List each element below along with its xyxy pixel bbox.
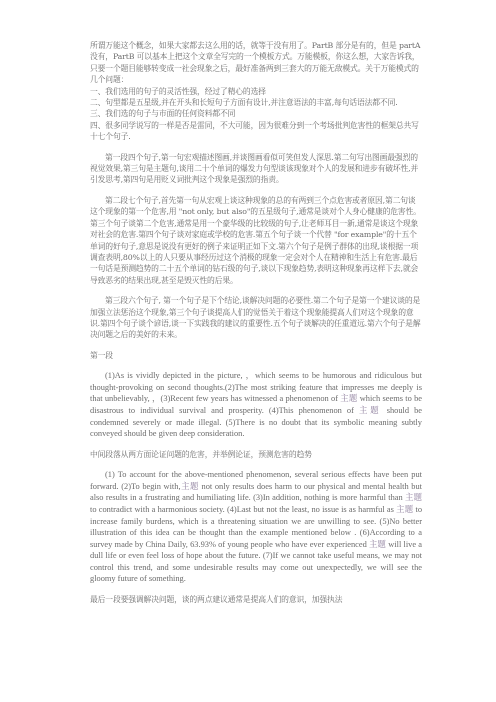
topic-placeholder: 主题: [369, 539, 387, 549]
point-item: 二、句型都是五星级,并在开头和长短句子方面有设计,并注意语法的丰富,每句话语法都不同.: [90, 98, 398, 108]
paragraph-one-description: 第一段四个句子,第一句宏观描述图画,并谈图画看似可笑但发人深思.第二句写出图画最强烈的视觉效果,第三句是主题句,谈用二十个单词的爆发力句型谈该现象对个人的发展和进步有破坏性,并引发思考,第四句是用贬义词批判这个现象是强烈的指责。: [90, 152, 419, 185]
point-item: 三、我们选的句子与市面的任何资料都不同: [90, 109, 236, 119]
paragraph-two-description: 第二段七个句子,首先第一句从宏观上谈这种现象的总的有两到三个点危害或者原因,第二句谈这个现象的第一个危害,用 "not only, but also"的五星级句子,通常是谈对个人身心健康的危害性。第三个句子谈第二个危害,通常是用一个豪华级的比较级的句子,让老师耳目一新,通常是谈这个现象对社会的危害.第四个句子谈对家庭或学校的危害.第五个句子谈一个代替 "for example"的十五个单词的好句子,意思是说没有更好的例子来证明正如下文.第六个句子是例子群体的出现,谈根据一项调查表明,80%以上的人只要从事经历过这个消极的现象一定会对个人在精神和生活上有危害.最后一句话是预测趋势的二十五个单词的钻石级的句子,谈以下现象趋势,表明这种现象再这样下去,就会导致恶劣的结果出现,甚至是毁灭性的后果。: [90, 195, 421, 285]
text-span: to increase family burdens, which is a threatening situation we are unwilling to see. (5)No better illustration of this idea can be thought than the example mentioned below . (6)According to a survey made by China Daily, 63.93% of young people who have ever experienced: [90, 504, 423, 549]
topic-placeholder: 主题: [396, 504, 414, 514]
topic-placeholder: 主题: [340, 394, 358, 404]
text-span: which seems to be disastrous to individual survival and prosperity. (4)This phenomenon of: [90, 394, 422, 415]
section-heading-middle: 中间段落从两方面论证问题的危害，并举例论证，预测危害的趋势: [90, 449, 312, 459]
text-span: will live a dull life or even feel loss of hope about the future. (7)If we cannot take useful means, we may not control this trend, and some undesirable results may come out unexpectedly, we will see the gloomy future of something.: [90, 539, 423, 584]
section-heading-first: 第一段: [90, 350, 113, 360]
point-item: 一、我们选用的句子的灵活性强，经过了精心的选择: [90, 86, 266, 96]
english-paragraph-two: [90, 469, 422, 585]
point-item: 四、很多同学说写的一样是否是雷同，不大可能，因为很难分到一个考场批判危害性的框架总共写十七个句子.: [90, 120, 419, 142]
topic-placeholder: 主题: [405, 493, 423, 503]
paragraph-three-description: 第三段六个句子, 第一个句子是下个结论,谈解决问题的必要性.第二个句子是第一个建议谈的是加强立法惩治这个现象,第三个句子谈提高人们的觉悟关于着这个现象能提高人们对这个现象的意识.第四个句子谈个谚语,谈一下实践我的建议的重要性.五个句子谈解决的任重道远.第六个句子是解决问题之后的美好的未来。: [90, 296, 421, 340]
topic-placeholder: 主题: [180, 481, 199, 491]
text-span: (1) To account for the above-mentioned phenomenon, several serious effects have been put forward. (2)To begin with,: [90, 470, 422, 491]
text-span: to contradict with a harmonious society. (4)Last but not the least, no issue is as harmful as: [90, 504, 397, 514]
section-heading-last: 最后一段要强调解决问题，谈的两点建议通常是提高人们的意识，加强执法: [90, 595, 343, 605]
intro-paragraph: 所谓万能这个概念，如果大家都去这么用的话，就等于没有用了。PartB 部分是有的，但是 partA 没有，PartB 可以基本上把这个文章全写完的一个模板方式。万能模板，你这么想，大家告诉我，只要一个题目能够转变成一社会现象之后，最好准备两到三套大的万能无敌模式。关于万能模式的几个问题：: [90, 41, 421, 85]
text-span: should be condemned severely or made illegal. (5)There is no doubt that its symbolic meaning subtly conveyed should be given deep consideration.: [90, 405, 423, 439]
text-span: not only results does harm to our physical and mental health but also results in a frustrating and humiliating life. (3)In addition, nothing is more harmful than: [90, 481, 423, 503]
topic-placeholder: 主题: [358, 405, 382, 415]
text-span: (1)As is vividly depicted in the picture, ，which seems to be humorous and ridiculous but thought-provoking on second thoughts.(2)The most striking feature that impresses me deeply is that unbelievably, ，(3)Recent few years has witnessed a phenomenon of: [90, 371, 422, 404]
english-paragraph-one: [90, 370, 422, 440]
points-list: [90, 86, 422, 120]
